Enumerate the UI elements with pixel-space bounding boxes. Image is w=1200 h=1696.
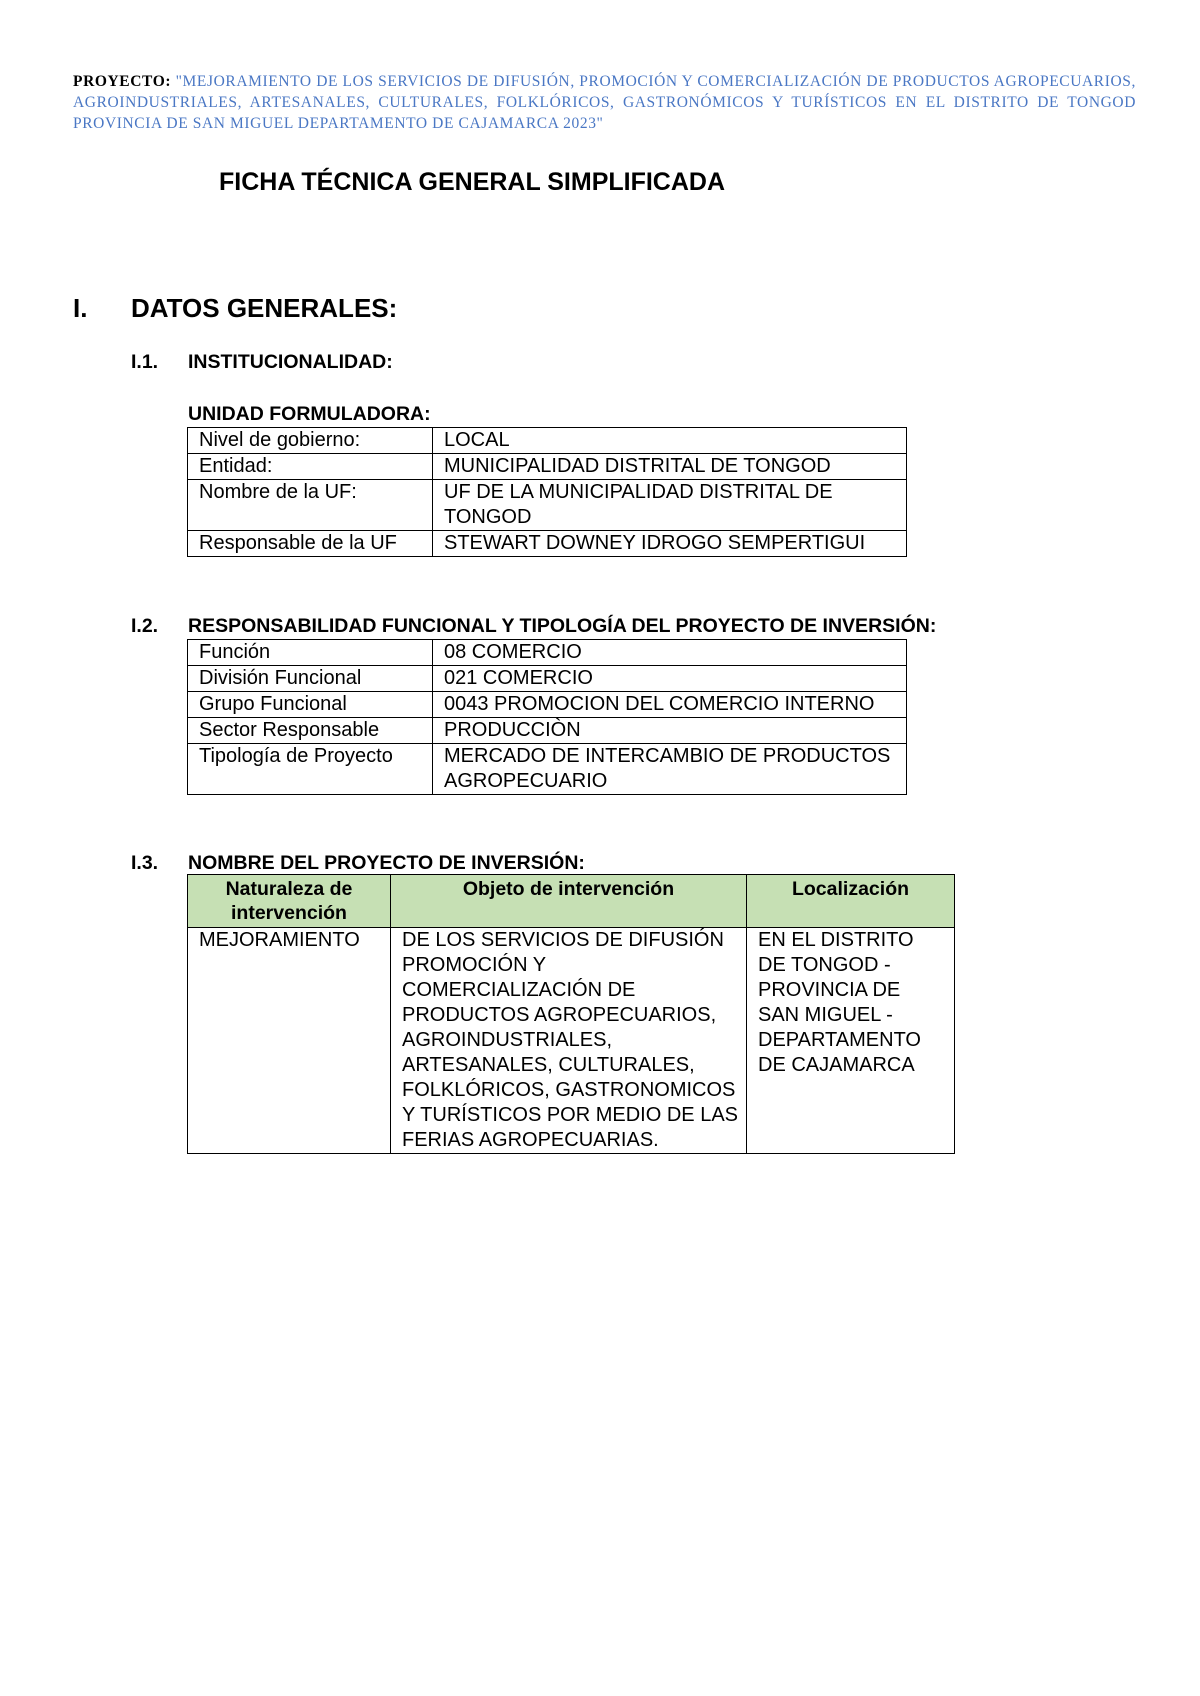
table-row (188, 428, 907, 454)
table-row (188, 718, 907, 744)
table-row (188, 454, 907, 480)
table-row (188, 692, 907, 718)
subsection-2-number: I.2. (131, 615, 159, 637)
table-row (188, 666, 907, 692)
subsection-3-title: NOMBRE DEL PROYECTO DE INVERSIÓN: (188, 852, 585, 874)
table-row (188, 640, 907, 666)
table-row (188, 928, 955, 1154)
row-value: UF DE LA MUNICIPALIDAD DISTRITAL DE TONGOD (433, 480, 907, 531)
formulating-unit-table (187, 427, 907, 557)
row-value: 0043 PROMOCION DEL COMERCIO INTERNO (433, 692, 907, 718)
functional-responsibility-table (187, 639, 907, 795)
row-value: 08 COMERCIO (433, 640, 907, 666)
project-label: PROYECTO: (73, 73, 172, 90)
subsection-2-title: RESPONSABILIDAD FUNCIONAL Y TIPOLOGÍA DEL PROYECTO DE INVERSIÓN: (188, 615, 937, 637)
row-label: Tipología de Proyecto (188, 744, 433, 795)
row-label: Entidad: (188, 454, 433, 480)
row-value: MERCADO DE INTERCAMBIO DE PRODUCTOS AGROPECUARIO (433, 744, 907, 795)
subsection-3-number: I.3. (131, 852, 159, 874)
project-header (73, 71, 1136, 134)
row-label: Nivel de gobierno: (188, 428, 433, 454)
section-1-number: I. (73, 293, 88, 323)
row-value: MUNICIPALIDAD DISTRITAL DE TONGOD (433, 454, 907, 480)
project-name: "MEJORAMIENTO DE LOS SERVICIOS DE DIFUSIÓN, PROMOCIÓN Y COMERCIALIZACIÓN DE PRODUCTOS AGROPECUARIOS, AGROINDUSTRIALES, ARTESANALES, CULTURALES, FOLKLÓRICOS, GASTRONÓMICOS Y TURÍSTICOS EN EL DISTRITO DE TONGOD PROVINCIA DE SAN MIGUEL DEPARTAMENTO DE CAJAMARCA 2023" (73, 73, 1136, 132)
objeto-cell: DE LOS SERVICIOS DE DIFUSIÓN PROMOCIÓN Y COMERCIALIZACIÓN DE PRODUCTOS AGROPECUARIOS, AGROINDUSTRIALES, ARTESANALES, CULTURALES, FOLKLÓRICOS, GASTRONOMICOS Y TURÍSTICOS POR MEDIO DE LAS FERIAS AGROPECUARIAS. (391, 928, 747, 1154)
formulating-unit-caption: UNIDAD FORMULADORA: (188, 403, 431, 425)
document-title: FICHA TÉCNICA GENERAL SIMPLIFICADA (219, 168, 726, 196)
row-value: LOCAL (433, 428, 907, 454)
column-header-naturaleza: Naturaleza de intervención (188, 875, 391, 928)
row-value: 021 COMERCIO (433, 666, 907, 692)
table-row (188, 744, 907, 795)
section-1-title: DATOS GENERALES: (131, 293, 398, 323)
subsection-1-title: INSTITUCIONALIDAD: (188, 351, 393, 373)
row-value: STEWART DOWNEY IDROGO SEMPERTIGUI (433, 531, 907, 557)
naturaleza-cell: MEJORAMIENTO (188, 928, 391, 1154)
row-label: Sector Responsable (188, 718, 433, 744)
project-name-table (187, 874, 955, 1154)
column-header-objeto: Objeto de intervención (391, 875, 747, 928)
row-label: Función (188, 640, 433, 666)
row-label: División Funcional (188, 666, 433, 692)
row-label: Grupo Funcional (188, 692, 433, 718)
table-row (188, 531, 907, 557)
localizacion-cell: EN EL DISTRITO DE TONGOD - PROVINCIA DE SAN MIGUEL - DEPARTAMENTO DE CAJAMARCA (747, 928, 955, 1154)
subsection-1-number: I.1. (131, 351, 159, 373)
row-label: Responsable de la UF (188, 531, 433, 557)
row-value: PRODUCCIÒN (433, 718, 907, 744)
table-row (188, 480, 907, 531)
row-label: Nombre de la UF: (188, 480, 433, 531)
table-header-row (188, 875, 955, 928)
column-header-localizacion: Localización (747, 875, 955, 928)
